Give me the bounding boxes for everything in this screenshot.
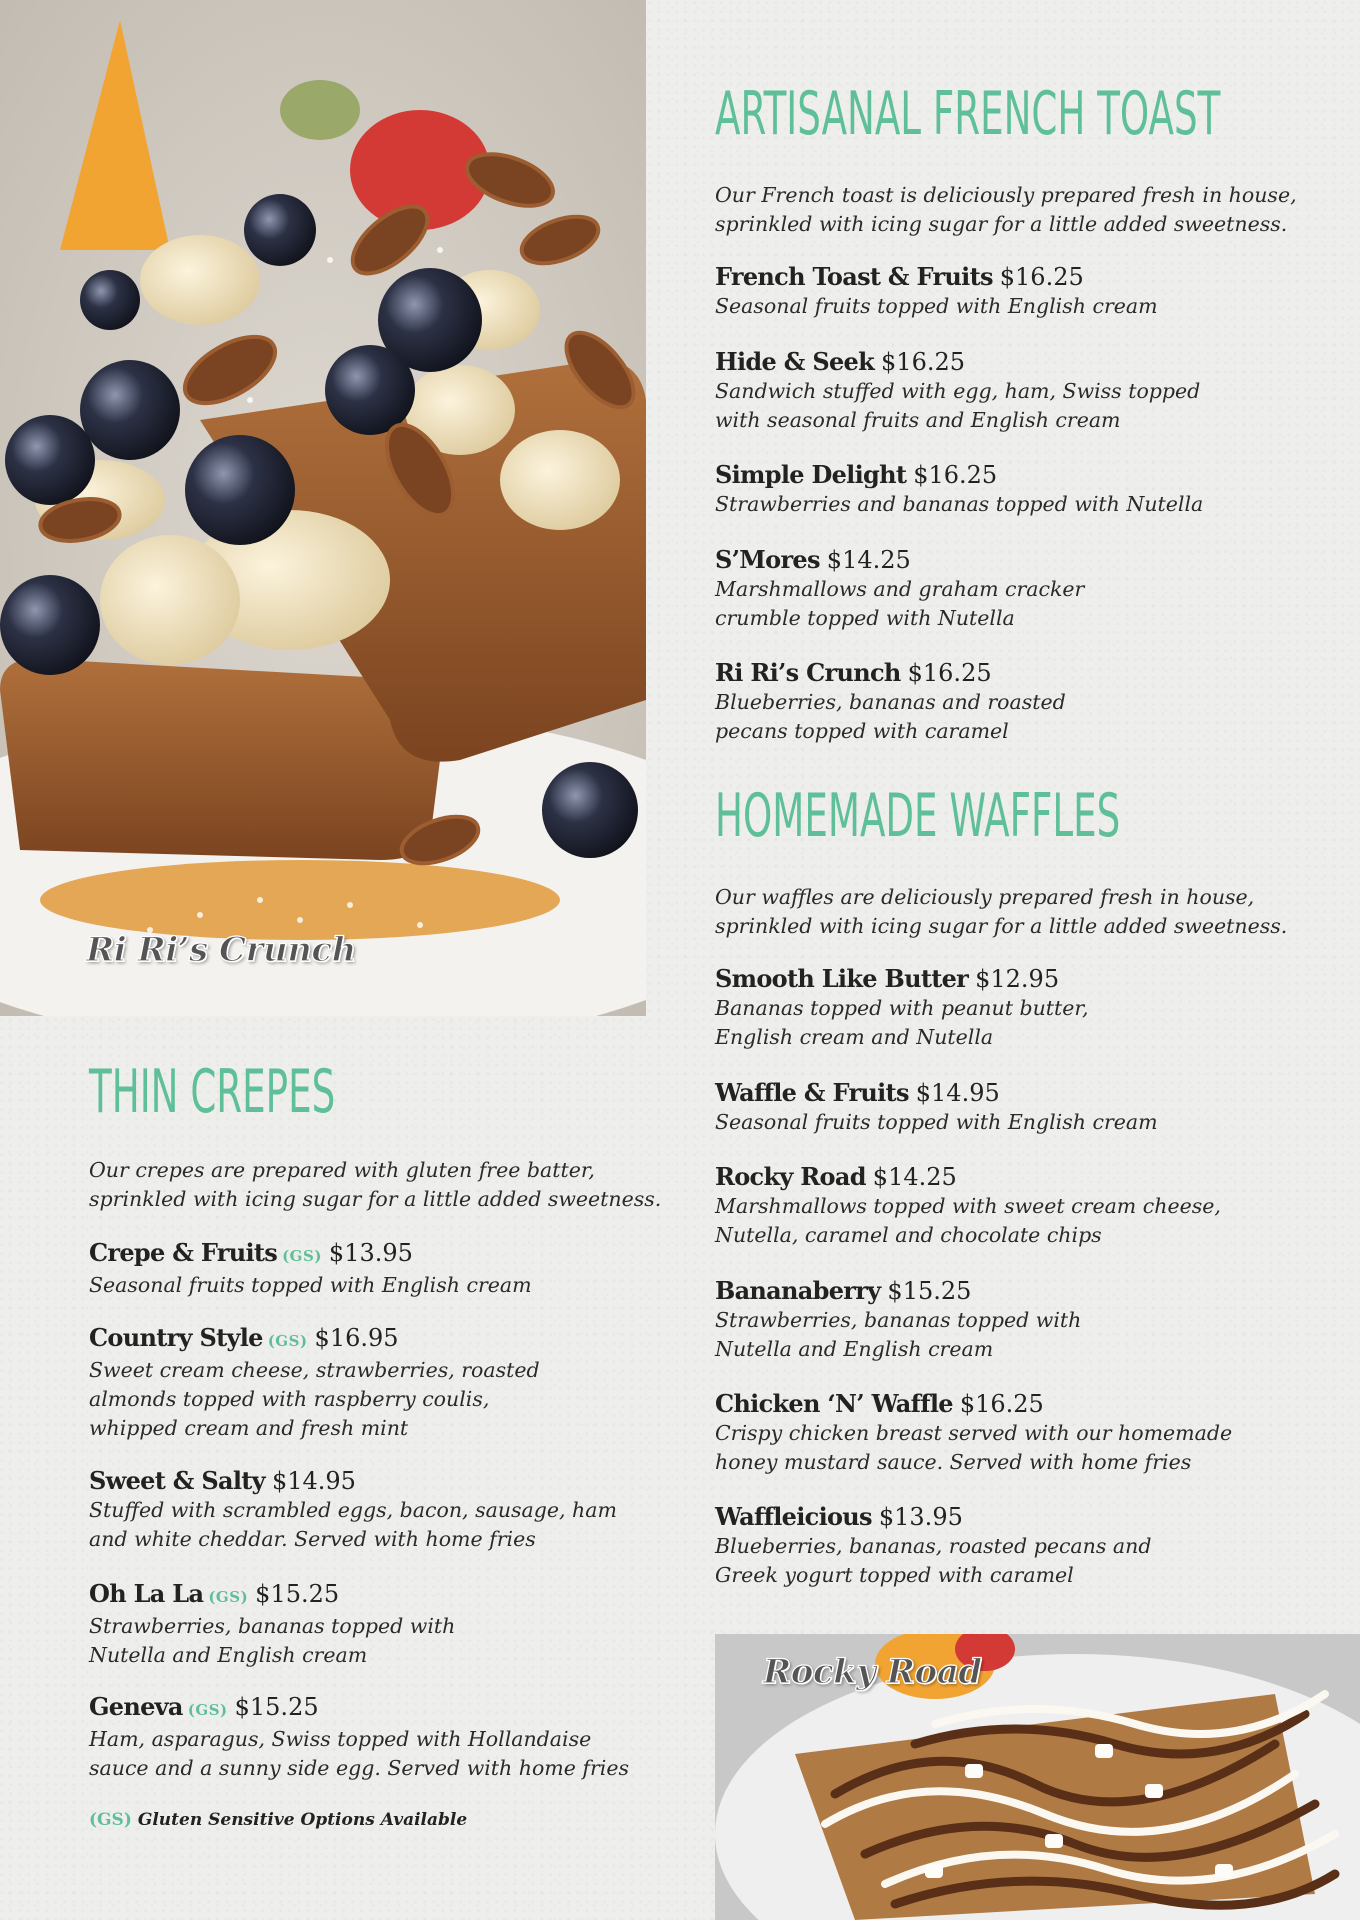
menu-item-french-toast-fruits [715,262,1158,321]
item-price: $13.95 [878,1503,963,1531]
item-description: Blueberries, bananas, roasted pecans and Greek yogurt topped with caramel [715,1534,1152,1587]
menu-item-smooth-like-butter [715,964,1088,1052]
gluten-sensitive-tag: (GS) [267,1332,308,1350]
menu-item-rocky-road [715,1162,1221,1250]
item-name: Chicken ‘N’ Waffle [715,1389,953,1418]
photo-caption-rocky-road: Rocky Road [763,1652,982,1692]
menu-item-sweet-and-salty [89,1466,617,1554]
item-description: Marshmallows topped with sweet cream cheese, Nutella, caramel and chocolate chips [715,1194,1221,1247]
item-description: Seasonal fruits topped with English cream [715,1110,1158,1134]
item-description: Strawberries and bananas topped with Nutella [715,492,1204,516]
item-description: Crispy chicken breast served with our homemade honey mustard sauce. Served with home fries [715,1421,1233,1474]
item-name: Ri Ri’s Crunch [715,658,901,687]
item-description: Sandwich stuffed with egg, ham, Swiss topped with seasonal fruits and English cream [715,379,1201,432]
crepes-intro: Our crepes are prepared with gluten free batter, sprinkled with icing sugar for a little added sweetness. [89,1158,662,1211]
item-name: S’Mores [715,545,820,574]
item-description: Seasonal fruits topped with English cream [89,1273,532,1297]
item-description: Ham, asparagus, Swiss topped with Hollandaise sauce and a sunny side egg. Served with home fries [89,1727,629,1780]
item-description: Marshmallows and graham cracker crumble topped with Nutella [715,577,1085,630]
item-price: $16.25 [999,263,1084,291]
footnote-text: Gluten Sensitive Options Available [137,1810,468,1830]
menu-item-crepe-and-fruits [89,1238,532,1300]
waffles-intro: Our waffles are deliciously prepared fresh in house, sprinkled with icing sugar for a little added sweetness. [715,885,1288,938]
photo-caption-ri-ris-crunch: Ri Ri’s Crunch [86,930,356,970]
item-description: Bananas topped with peanut butter, English cream and Nutella [715,996,1089,1049]
menu-item-hide-and-seek [715,347,1200,435]
item-description: Blueberries, bananas and roasted pecans topped with caramel [715,690,1066,743]
item-name: Hide & Seek [715,347,875,376]
menu-item-waffleicious [715,1502,1151,1590]
item-name: Sweet & Salty [89,1466,265,1495]
item-name: Country Style [89,1323,263,1352]
item-price: $16.25 [907,659,992,687]
item-price: $14.25 [872,1163,957,1191]
gluten-sensitive-tag: (GS) [187,1701,228,1719]
item-price: $16.25 [881,348,966,376]
menu-item-country-style [89,1323,540,1443]
item-name: French Toast & Fruits [715,262,993,291]
menu-item-bananaberry [715,1276,1081,1364]
item-price: $14.95 [915,1079,1000,1107]
french-toast-photo [0,0,646,1016]
footnote-tag: (GS) [89,1810,132,1830]
gluten-sensitive-tag: (GS) [282,1247,322,1265]
item-price: $15.25 [255,1580,340,1608]
menu-item-ri-ris-crunch [715,658,1066,746]
item-name: Rocky Road [715,1162,866,1191]
menu-item-chicken-n-waffle [715,1389,1232,1477]
menu-item-waffle-and-fruits [715,1078,1158,1137]
item-name: Crepe & Fruits [89,1238,278,1267]
item-name: Waffle & Fruits [715,1078,909,1107]
item-price: $14.95 [271,1467,356,1495]
item-description: Strawberries, bananas topped with Nutella and English cream [715,1308,1082,1361]
item-price: $12.95 [975,965,1060,993]
item-description: Strawberries, bananas topped with Nutella and English cream [89,1614,456,1667]
item-description: Stuffed with scrambled eggs, bacon, sausage, ham and white cheddar. Served with home fries [89,1498,617,1551]
item-name: Waffleicious [715,1502,872,1531]
item-name: Oh La La [89,1579,204,1608]
gluten-sensitive-footnote [89,1810,467,1830]
item-price: $16.25 [913,461,998,489]
item-name: Geneva [89,1692,183,1721]
french-toast-illustration [0,0,646,1016]
item-name: Bananaberry [715,1276,881,1305]
item-price: $15.25 [234,1693,319,1721]
item-price: $14.25 [826,546,911,574]
item-name: Smooth Like Butter [715,964,969,993]
menu-item-oh-la-la [89,1579,455,1670]
menu-item-simple-delight [715,460,1203,519]
item-name: Simple Delight [715,460,907,489]
item-price: $16.25 [959,1390,1044,1418]
crepes-heading: THIN CREPES [89,1057,336,1127]
french-toast-heading: ARTISANAL FRENCH TOAST [715,79,1221,149]
rocky-road-photo [715,1634,1360,1920]
item-description: Sweet cream cheese, strawberries, roasted almonds topped with raspberry coulis, whipped cream and fresh mint [89,1358,540,1440]
item-description: Seasonal fruits topped with English cream [715,294,1158,318]
item-price: $13.95 [328,1239,413,1267]
menu-item-smores [715,545,1084,633]
french-toast-intro: Our French toast is deliciously prepared fresh in house, sprinkled with icing sugar for a little added sweetness. [715,183,1297,236]
item-price: $15.25 [887,1277,972,1305]
item-price: $16.95 [314,1324,399,1352]
waffles-heading: HOMEMADE WAFFLES [715,781,1121,851]
gluten-sensitive-tag: (GS) [208,1588,249,1606]
menu-item-geneva [89,1692,629,1783]
